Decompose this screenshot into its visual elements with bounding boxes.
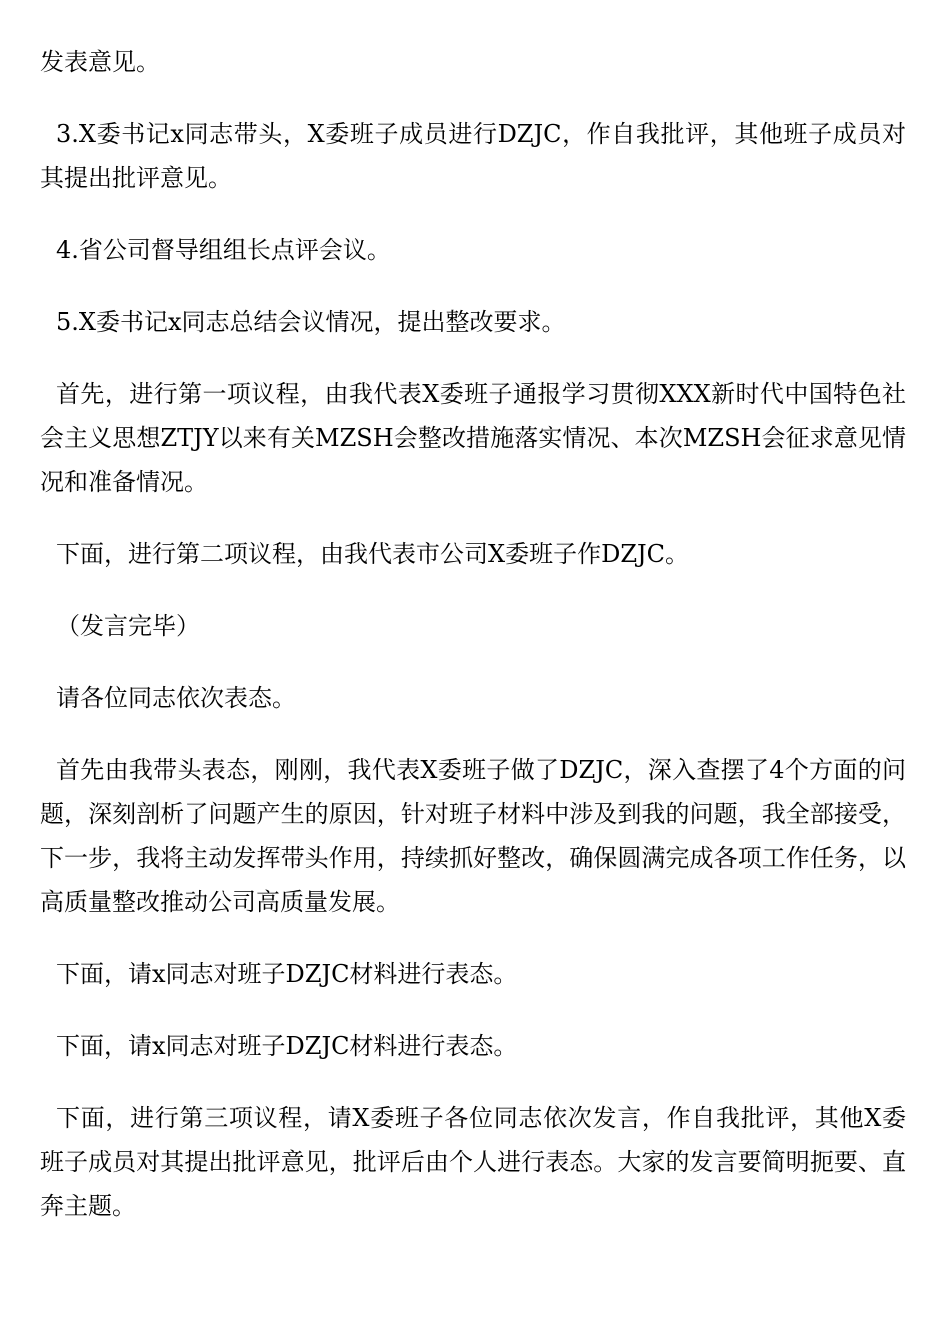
paragraph-statement-1: 下面，请x同志对班子DZJC材料进行表态。: [56, 960, 518, 988]
paragraph-speech-end: （发言完毕）: [56, 612, 200, 640]
paragraph-lead-statement: 首先由我带头表态，刚刚，我代表X委班子做了DZJC，深入查摆了4个方面的问题，深刻剖析了问题产生的原因，针对班子材料中涉及到我的问题，我全部接受，下一步，我将主动发挥带头作用，持续抓好整改，确保圆满完成各项工作任务，以高质量整改推动公司高质量发展。: [40, 756, 906, 916]
paragraph-item-4: 4.省公司督导组组长点评会议。: [56, 236, 391, 264]
paragraph-request-statement: 请各位同志依次表态。: [56, 684, 296, 712]
paragraph-item-5: 5.X委书记x同志总结会议情况，提出整改要求。: [56, 308, 566, 336]
paragraph-agenda-3: 下面，进行第三项议程，请X委班子各位同志依次发言，作自我批评，其他X委班子成员对其提出批评意见，批评后由个人进行表态。大家的发言要简明扼要、直奔主题。: [40, 1104, 906, 1220]
paragraph-agenda-2: 下面，进行第二项议程，由我代表市公司X委班子作DZJC。: [56, 540, 689, 568]
document-page: [40, 40, 906, 1256]
paragraph-statement-2: 下面，请x同志对班子DZJC材料进行表态。: [56, 1032, 518, 1060]
paragraph-continuation: 发表意见。: [40, 48, 160, 76]
paragraph-agenda-1: 首先，进行第一项议程，由我代表X委班子通报学习贯彻XXX新时代中国特色社会主义思想ZTJY以来有关MZSH会整改措施落实情况、本次MZSH会征求意见情况和准备情况。: [40, 380, 906, 496]
paragraph-item-3: 3.X委书记x同志带头，X委班子成员进行DZJC，作自我批评，其他班子成员对其提出批评意见。: [40, 120, 906, 192]
